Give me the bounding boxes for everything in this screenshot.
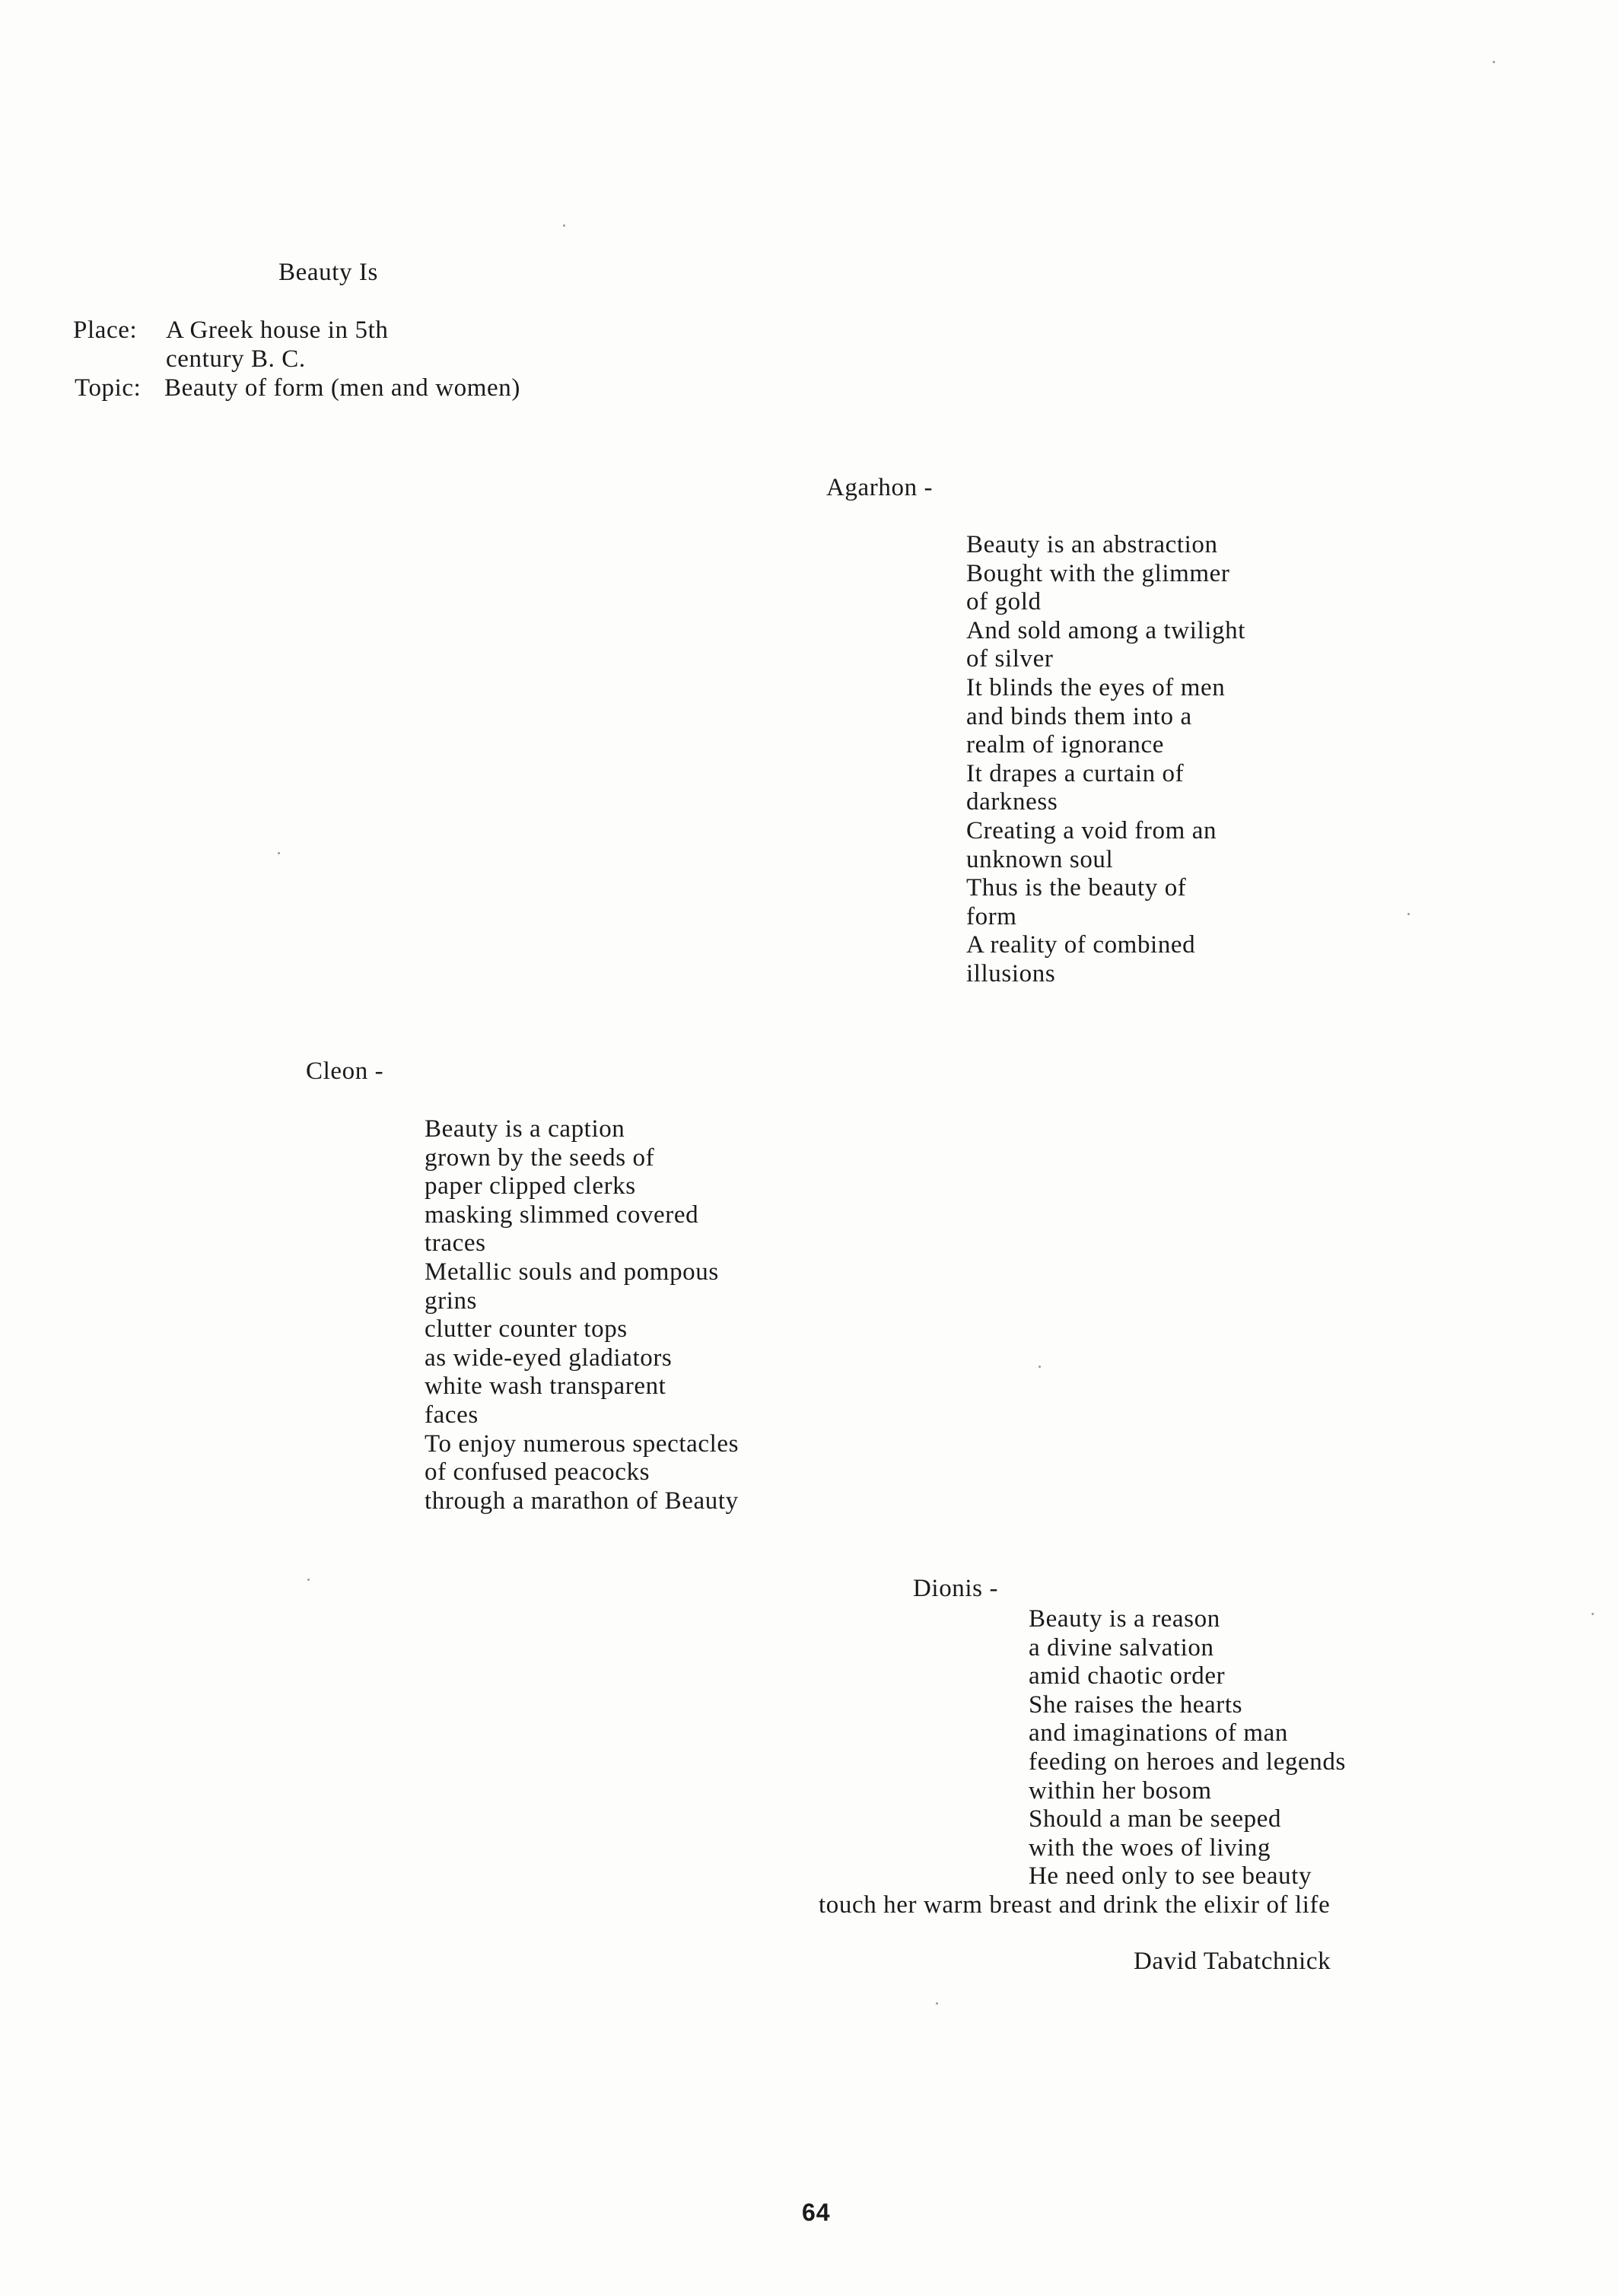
author-signature: David Tabatchnick [1134, 1948, 1331, 1975]
verse-line: as wide-eyed gladiators [425, 1344, 673, 1372]
verse-line: masking slimmed covered [425, 1200, 699, 1229]
verse-line: and imaginations of man [1029, 1719, 1288, 1747]
verse-line: a divine salvation [1029, 1633, 1214, 1662]
speaker-agarhon-name: Agarhon - [826, 474, 934, 501]
topic-label: Topic: [75, 374, 142, 402]
verse-line: grins [425, 1286, 477, 1315]
scan-speck [1493, 61, 1495, 63]
verse-line: Metallic souls and pompous [425, 1258, 719, 1286]
verse-line: within her bosom [1029, 1776, 1212, 1805]
speaker-cleon-verse [425, 1115, 739, 1515]
verse-line: And sold among a twilight [966, 616, 1245, 644]
verse-line: It blinds the eyes of men [966, 673, 1226, 701]
verse-line: He need only to see beauty [1029, 1862, 1312, 1891]
verse-line: grown by the seeds of [425, 1143, 655, 1172]
verse-line: amid chaotic order [1029, 1662, 1226, 1690]
page-number: 64 [802, 2199, 831, 2226]
verse-line: feeding on heroes and legends [1029, 1747, 1346, 1776]
place-line-2: century B. C. [166, 345, 306, 373]
scan-speck [1407, 913, 1410, 915]
verse-line: To enjoy numerous spectacles [425, 1429, 740, 1458]
verse-line: Beauty is a caption [425, 1115, 625, 1143]
verse-line: through a marathon of Beauty [425, 1487, 739, 1515]
verse-line: with the woes of living [1029, 1833, 1271, 1862]
verse-line: Creating a void from an [966, 816, 1217, 844]
verse-line: Beauty is an abstraction [966, 531, 1218, 558]
verse-line: Thus is the beauty of [966, 874, 1187, 902]
verse-line: of silver [966, 645, 1054, 673]
dionis-final-line: touch her warm breast and drink the elixir of life [819, 1891, 1331, 1919]
scan-speck [307, 1579, 310, 1581]
verse-line: faces [425, 1401, 479, 1429]
verse-line: darkness [966, 788, 1058, 816]
verse-line: of gold [966, 588, 1042, 616]
verse-line: realm of ignorance [966, 731, 1165, 759]
scan-speck [563, 224, 565, 227]
scan-speck [1039, 1366, 1041, 1368]
topic-value: Beauty of form (men and women) [164, 374, 520, 402]
scan-speck [1592, 1613, 1594, 1615]
poem-title: Beauty Is [278, 259, 378, 286]
verse-line: illusions [966, 959, 1056, 987]
verse-line: It drapes a curtain of [966, 759, 1185, 787]
verse-line: traces [425, 1229, 486, 1258]
speaker-cleon-name: Cleon - [306, 1057, 384, 1085]
verse-line: A reality of combined [966, 931, 1196, 959]
verse-line: of confused peacocks [425, 1458, 650, 1487]
verse-line: Should a man be seeped [1029, 1805, 1282, 1833]
verse-line: She raises the hearts [1029, 1690, 1243, 1719]
scan-speck [936, 2002, 938, 2005]
verse-line: clutter counter tops [425, 1315, 628, 1344]
verse-line: Bought with the glimmer [966, 559, 1230, 587]
speaker-dionis-name: Dionis - [913, 1575, 999, 1602]
place-line-1: A Greek house in 5th [166, 316, 389, 344]
verse-line: paper clipped clerks [425, 1172, 636, 1200]
speaker-agarhon-verse [966, 531, 1245, 989]
verse-line: white wash transparent [425, 1372, 666, 1401]
verse-line: unknown soul [966, 845, 1114, 873]
verse-line: form [966, 902, 1017, 930]
verse-line: Beauty is a reason [1029, 1605, 1220, 1633]
verse-line: and binds them into a [966, 702, 1192, 730]
scan-speck [278, 852, 280, 854]
speaker-dionis-verse [1029, 1605, 1346, 1891]
place-label: Place: [73, 316, 138, 344]
